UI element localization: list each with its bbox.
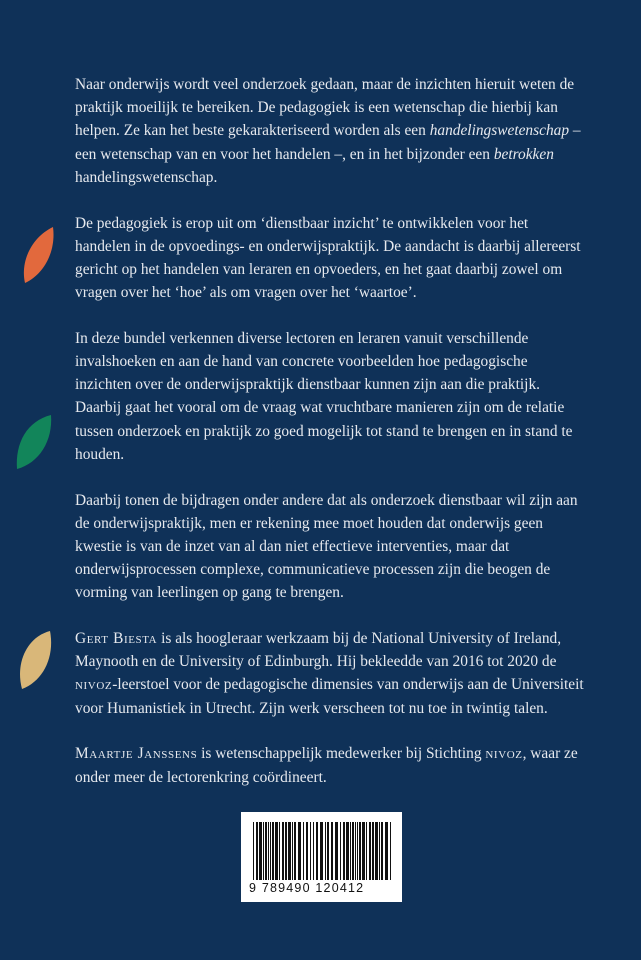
barcode-bar — [259, 822, 262, 880]
barcode-bar — [313, 822, 314, 880]
barcode-bar — [272, 822, 274, 880]
author-name: Maartje Janssens — [75, 745, 198, 763]
barcode-bar — [253, 822, 254, 880]
barcode-bar — [306, 822, 308, 880]
barcode-bar — [343, 822, 345, 880]
isbn-number: 9 789490 120412 — [249, 881, 365, 895]
barcode-bar — [270, 822, 271, 880]
barcode-bar — [390, 822, 391, 880]
bio-text: is als hoogleraar werkzaam bij de National University of Ireland, Maynooth en de University of Edinburgh. Hij bekleedde van 2016 tot 2020 de — [75, 630, 562, 671]
barcode-bar — [292, 822, 293, 880]
author-bio-biesta — [75, 627, 587, 720]
barcode-bar — [350, 822, 351, 880]
barcode — [241, 812, 402, 902]
barcode-bar — [346, 822, 349, 880]
barcode-bar — [372, 822, 374, 880]
barcode-bar — [265, 822, 267, 880]
author-name: Gert Biesta — [75, 630, 158, 648]
orange-leaf-icon — [22, 225, 56, 285]
barcode-bar — [298, 822, 301, 880]
barcode-bar — [362, 822, 365, 880]
intro-text-a: Naar onderwijs wordt veel onderzoek gedaan, maar de inzichten hieruit weten de praktijk moeilijk te bereiken. De pedagogiek is een wetenschap die hierbij kan helpen. Ze kan het beste gekarakteriseerd worden als een — [75, 76, 575, 140]
barcode-bar — [294, 822, 296, 880]
author-bio-janssens — [75, 742, 587, 788]
barcode-bar — [340, 822, 341, 880]
barcode-bar — [256, 822, 258, 880]
barcode-bar — [263, 822, 264, 880]
green-leaf-icon — [15, 413, 55, 471]
paragraph-contributions: Daarbij tonen de bijdragen onder andere dat als onderzoek dienstbaar wil zijn aan de onderwijspraktijk, men er rekening mee moet houden dat onderwijs geen kwestie is van de inzet van al dan niet effectieve interventies, maar dat onderwijsprocessen complexe, communicatieve processen zijn die beogen de vorming van leerlingen op gang te brengen. — [75, 491, 578, 602]
barcode-bar — [275, 822, 278, 880]
barcode-bar — [288, 822, 291, 880]
bio-text: is wetenschappelijk medewerker bij Stichting — [197, 745, 486, 763]
bio-text: , waar ze onder meer de lectorenkring coördineert. — [75, 745, 578, 786]
barcode-bar — [325, 822, 326, 880]
barcode-bar — [320, 822, 323, 880]
intro-emphasis-2: betrokken — [493, 145, 554, 163]
barcode-bar — [282, 822, 284, 880]
barcode-bar — [385, 822, 388, 880]
barcode-bar — [303, 822, 304, 880]
intro-text-c: handelingswetenschap. — [75, 168, 218, 186]
barcode-bar — [359, 822, 361, 880]
intro-text-b: – een wetenschap van en voor het handelen –, en in het bijzonder een — [75, 122, 581, 163]
barcode-bar — [366, 822, 367, 880]
bio-text: -leerstoel voor de pedagogische dimensies van onderwijs aan de Universiteit voor Humanistiek in Utrecht. Zijn werk verscheen tot nu toe in twintig talen. — [75, 676, 584, 717]
barcode-bar — [375, 822, 378, 880]
blurb — [75, 73, 587, 811]
barcode-bar — [310, 822, 311, 880]
barcode-bar — [357, 822, 358, 880]
org-name: nivoz — [75, 676, 113, 694]
barcode-bar — [352, 822, 354, 880]
org-name: nivoz — [485, 745, 523, 763]
barcode-bar — [381, 822, 383, 880]
barcode-bar — [316, 822, 318, 880]
intro-emphasis-1: handelingswetenschap — [429, 122, 570, 140]
barcode-bar — [327, 822, 329, 880]
paragraph-intro — [75, 73, 587, 189]
barcode-bar — [268, 822, 269, 880]
sand-leaf-icon — [17, 629, 53, 691]
barcode-bar — [379, 822, 380, 880]
barcode-bar — [285, 822, 287, 880]
barcode-bar — [369, 822, 371, 880]
barcode-bars — [253, 822, 391, 880]
barcode-bar — [331, 822, 333, 880]
barcode-bar — [279, 822, 280, 880]
paragraph-bundle: In deze bundel verkennen diverse lectoren en leraren vanuit verschillende invalshoeken en aan de hand van concrete voorbeelden hoe pedagogische inzichten over de onderwijspraktijk dienstbaar kunnen zijn aan die praktijk. Daarbij gaat het vooral om de vraag wat vruchtbare manieren zijn om de relatie tussen onderzoek en praktijk zo goed mogelijk tot stand te brengen en in stand te houden. — [75, 329, 573, 463]
barcode-bar — [355, 822, 356, 880]
paragraph-purpose: De pedagogiek is erop uit om ‘dienstbaar inzicht’ te ontwikkelen voor het handelen in de opvoedings- en onderwijspraktijk. De aandacht is daarbij allereerst gericht op het handelen van leraren en opvoeders, en het gaat daarbij zowel om vragen over het ‘hoe’ als om vragen over het ‘waartoe’. — [75, 214, 581, 302]
barcode-bar — [335, 822, 338, 880]
